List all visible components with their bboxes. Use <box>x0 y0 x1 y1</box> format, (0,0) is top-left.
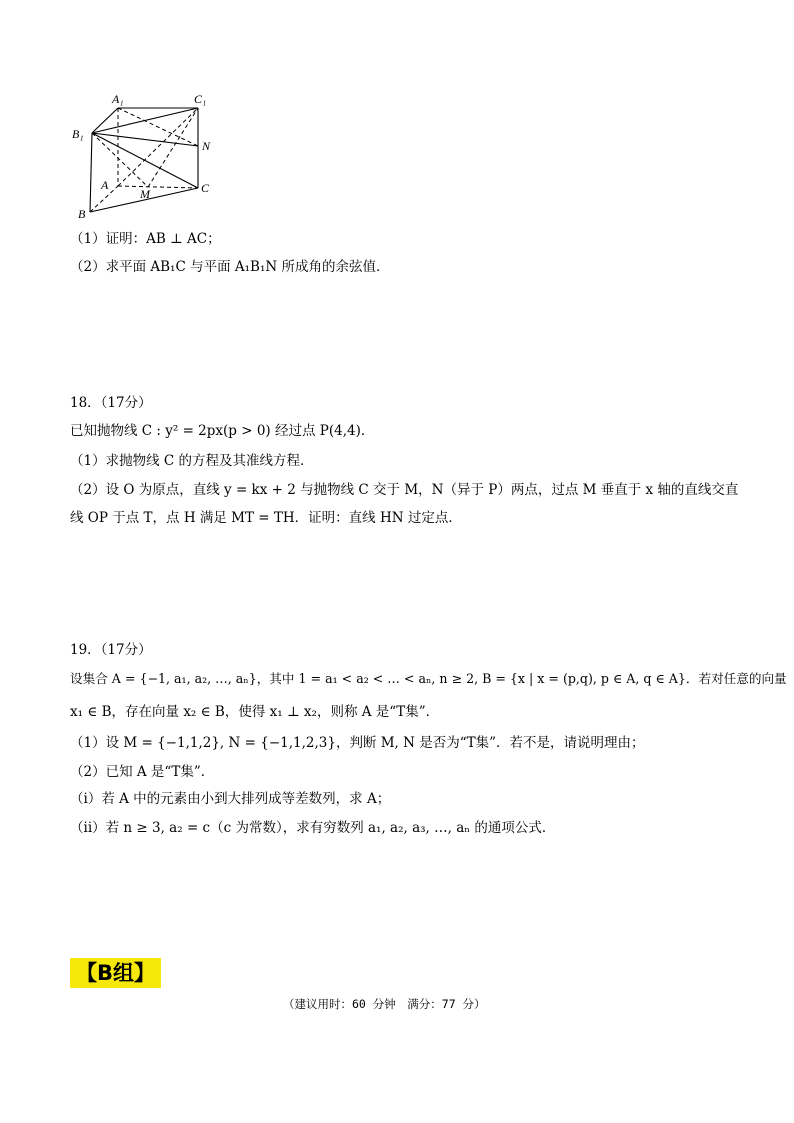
edge-B1B <box>90 133 92 212</box>
label-A1: A₁ <box>112 92 124 106</box>
section-time-note: （建议用时：60 分钟 满分：77 分） <box>283 997 486 1011</box>
edge-B1A1 <box>92 108 118 133</box>
q18-part1: （1）求抛物线 C 的方程及其准线方程． <box>70 453 314 469</box>
label-B1: B₁ <box>72 127 84 141</box>
edge-B1N <box>92 133 198 146</box>
section-b-badge: 【B组】 <box>70 958 161 988</box>
q19-stem-line2: x₁ ∈ B，存在向量 x₂ ∈ B，使得 x₁ ⊥ x₂，则称 A 是“T集”． <box>70 704 440 720</box>
prism-diagram <box>70 88 220 223</box>
label-C: C <box>201 181 210 195</box>
label-C1: C₁ <box>194 92 207 106</box>
edge-AC1 <box>118 108 198 186</box>
q19-sub-ii: （ii）若 n ≥ 3, a₂ = c（c 为常数），求有穷数列 a₁, a₂, a₃, …, aₙ 的通项公式． <box>70 820 556 836</box>
label-A: A <box>101 178 109 192</box>
q19-part1: （1）设 M = {−1,1,2}, N = {−1,1,2,3}，判断 M, N 是否为“T集”．若不是，请说明理由； <box>70 735 645 751</box>
q18-part2-line1: （2）设 O 为原点，直线 y = kx + 2 与抛物线 C 交于 M，N（异于 P）两点，过点 M 垂直于 x 轴的直线交直 <box>70 482 739 498</box>
q19-part2: （2）已知 A 是“T集”． <box>70 764 215 780</box>
prism-figure <box>70 88 220 223</box>
label-N: N <box>202 139 211 153</box>
q17-part2: （2）求平面 AB₁C 与平面 A₁B₁N 所成角的余弦值． <box>70 259 390 275</box>
q18-part2-line2: 线 OP 于点 T，点 H 满足 MT = TH．证明：直线 HN 过定点． <box>70 510 462 526</box>
label-M: M <box>140 187 150 201</box>
q18-stem: 已知抛物线 C : y² = 2px(p > 0) 经过点 P(4,4)． <box>70 423 375 439</box>
edge-AC <box>118 186 198 188</box>
q19-header: 19．（17分） <box>70 642 152 658</box>
q18-header: 18．（17分） <box>70 395 152 411</box>
q19-sub-i: （i）若 A 中的元素由小到大排列成等差数列，求 A； <box>70 791 391 807</box>
q19-stem-line1: 设集合 A = {−1, a₁, a₂, …, aₙ}，其中 1 = a₁ < a₂ < … < aₙ, n ≥ 2, B = {x | x = (p,q), p ∈ A, q ∈ A}．若对任意的向量 <box>70 671 787 686</box>
label-B: B <box>78 207 86 221</box>
q17-part1: （1）证明：AB ⊥ AC； <box>70 231 221 247</box>
